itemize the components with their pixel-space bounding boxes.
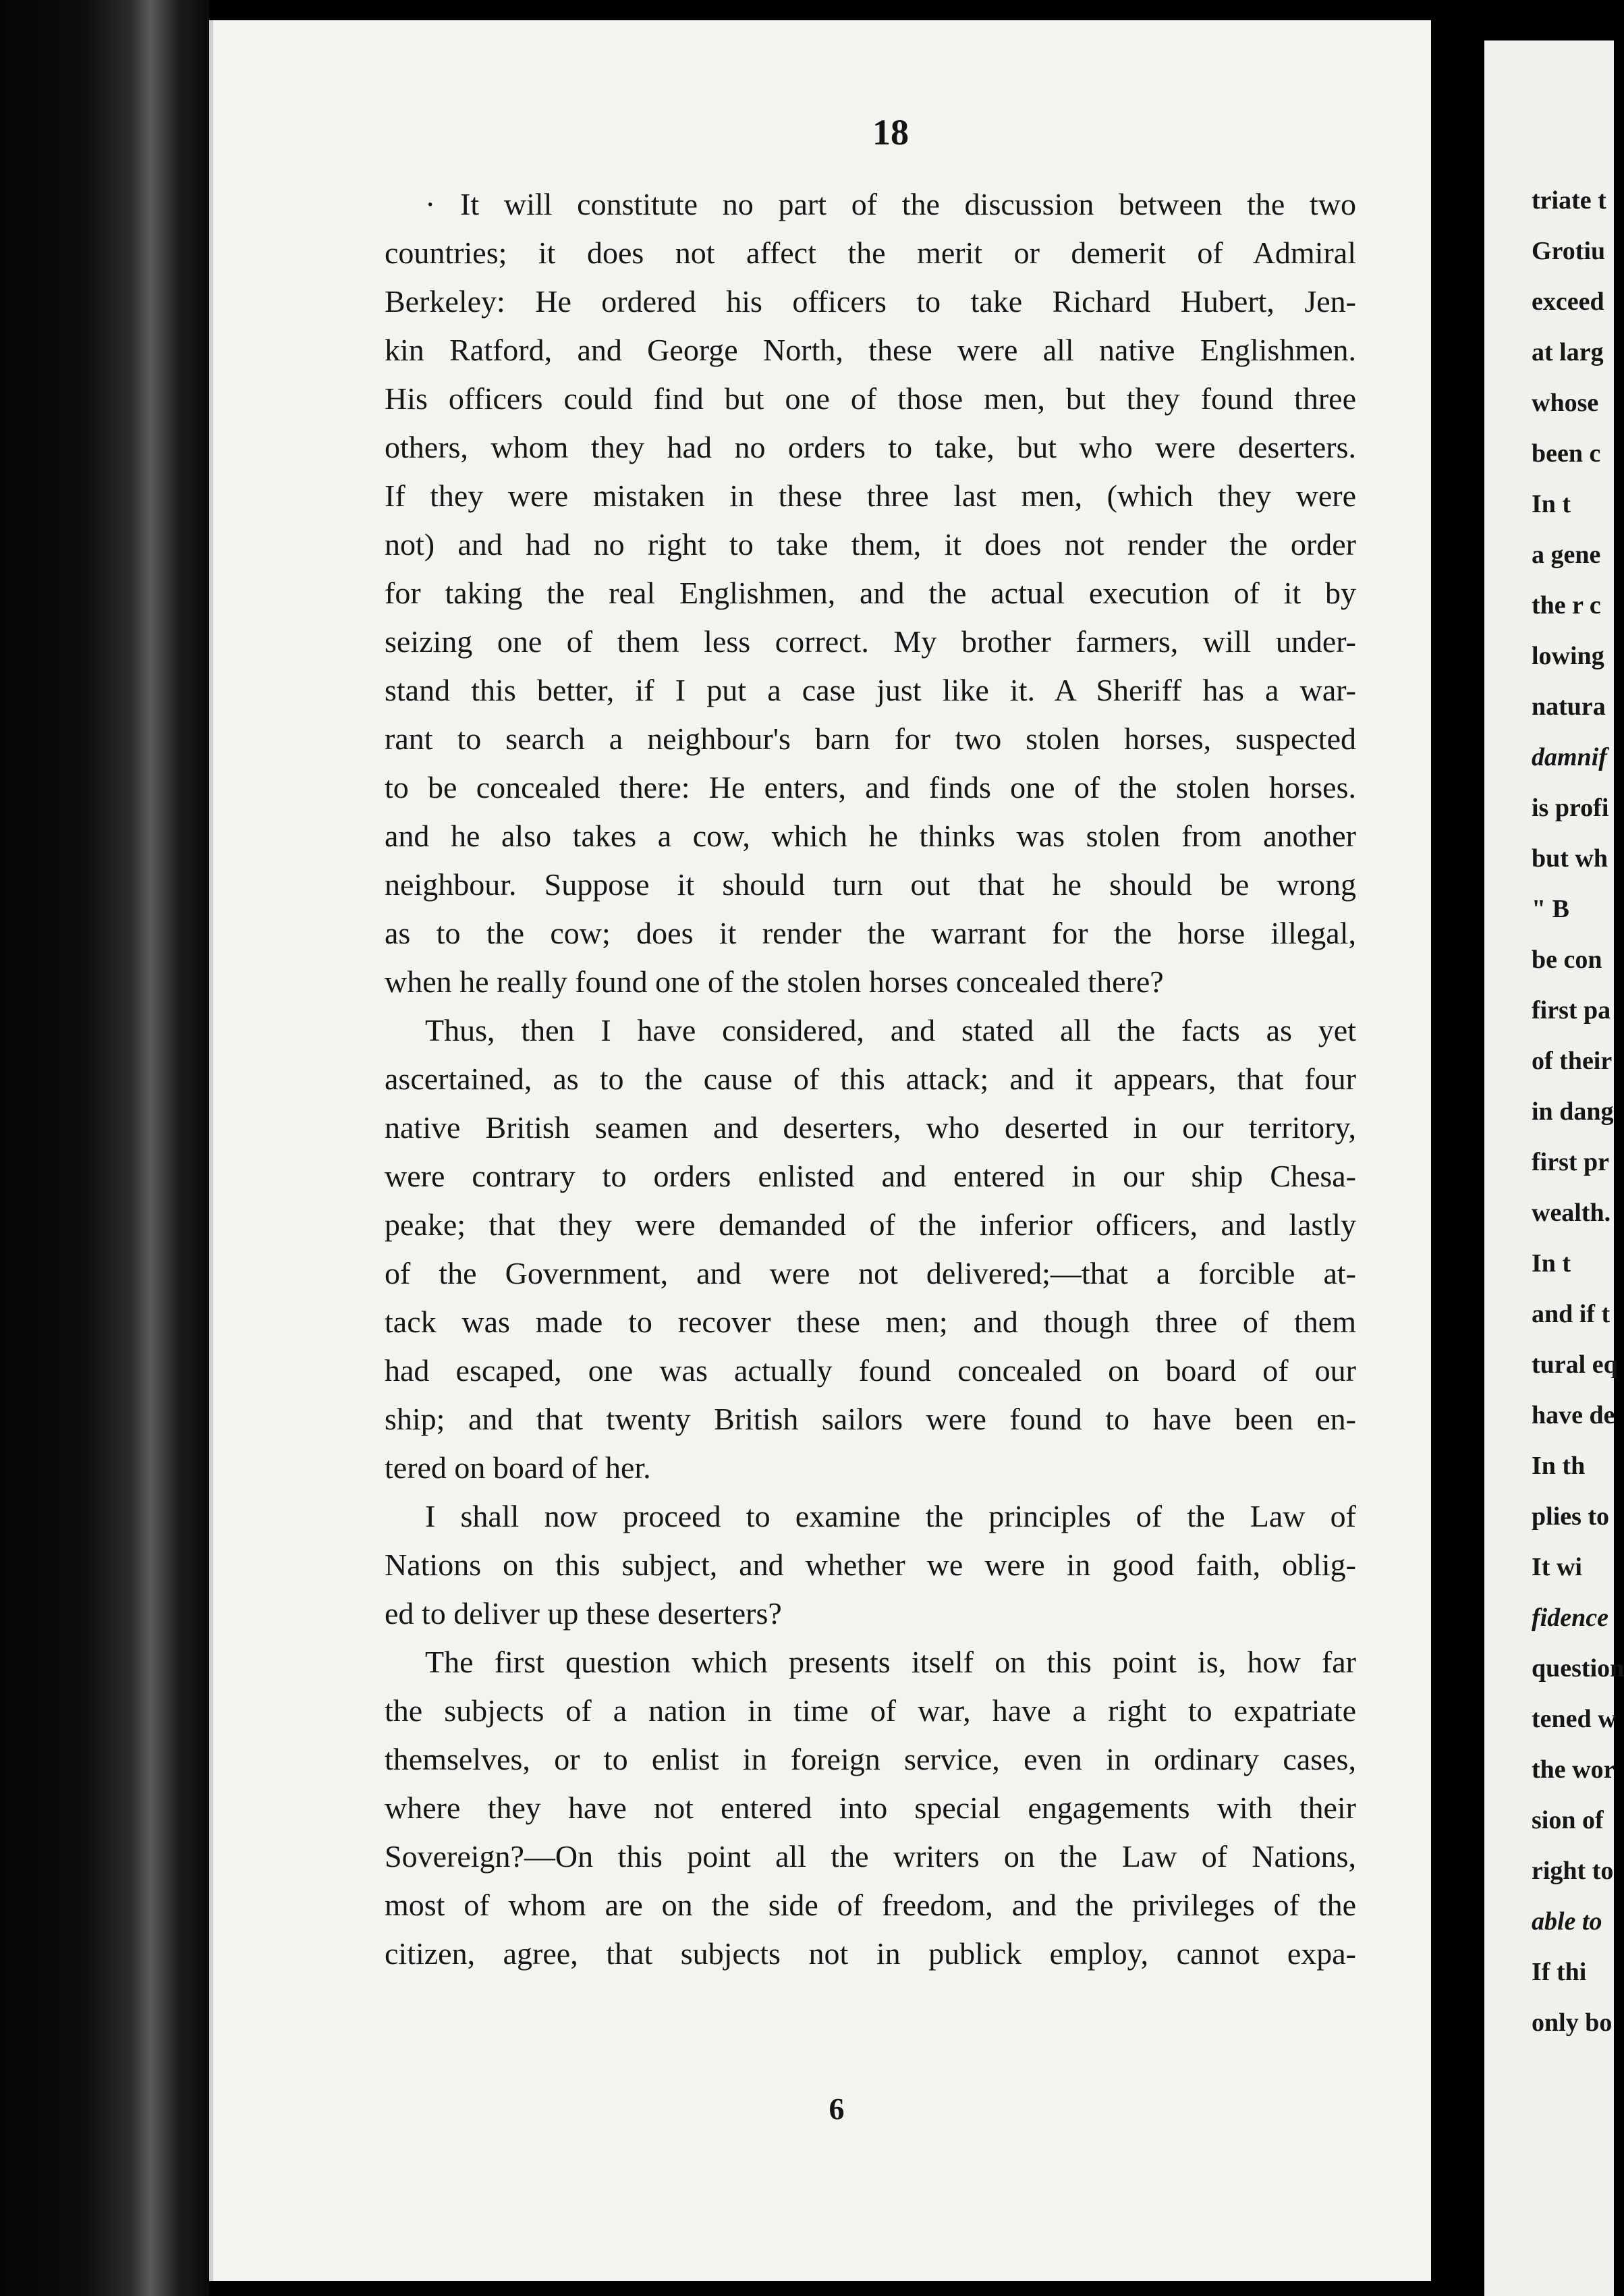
text-line: and he also takes a cow, which he thinks was stolen from another [385, 819, 1356, 853]
text-line: countries; it does not affect the merit or demerit of Admiral [385, 236, 1356, 270]
text-line: the subjects of a nation in time of war, have a right to expatriate [385, 1693, 1356, 1728]
facing-line: the wor [1532, 1755, 1615, 1784]
facing-line: exceed [1532, 288, 1604, 316]
facing-line: right to [1532, 1857, 1614, 1885]
text-line: If they were mistaken in these three last men, (which they were [385, 479, 1356, 513]
facing-line: able to [1532, 1907, 1602, 1936]
facing-line: at larg [1532, 338, 1604, 366]
facing-line: the r c [1532, 591, 1601, 620]
facing-line: but wh [1532, 844, 1608, 873]
text-line: not) and had no right to take them, it does not render the order [385, 527, 1356, 562]
facing-page-fragment [1484, 40, 1624, 2296]
facing-line: sion of [1532, 1806, 1604, 1834]
facing-line: of their [1532, 1047, 1613, 1075]
facing-line: If thi [1532, 1958, 1587, 1986]
text-line: Thus, then I have considered, and stated all the facts as yet [425, 1013, 1356, 1047]
text-line: had escaped, one was actually found concealed on board of our [385, 1353, 1356, 1388]
facing-line: wealth. [1532, 1199, 1611, 1227]
text-line: His officers could find but one of those men, but they found three [385, 381, 1356, 416]
facing-line: damnif [1532, 743, 1607, 771]
text-line: · It will constitute no part of the discussion between the two [425, 187, 1356, 221]
facing-line: In th [1532, 1452, 1586, 1480]
text-line: of the Government, and were not delivered;—that a forcible at- [385, 1256, 1356, 1290]
text-line: others, whom they had no orders to take, but who were deserters. [385, 430, 1356, 464]
facing-line: only bo [1532, 2008, 1613, 2037]
text-line: native British seamen and deserters, who deserted in our territory, [385, 1110, 1356, 1145]
text-line: ed to deliver up these deserters? [385, 1596, 782, 1631]
facing-line: fidence [1532, 1604, 1608, 1632]
text-line: to be concealed there: He enters, and finds one of the stolen horses. [385, 770, 1356, 804]
text-line: stand this better, if I put a case just like it. A Sheriff has a war- [385, 673, 1356, 707]
text-line: neighbour. Suppose it should turn out that he should be wrong [385, 867, 1356, 902]
text-line: kin Ratford, and George North, these were all native Englishmen. [385, 333, 1356, 367]
text-line: most of whom are on the side of freedom, and the privileges of the [385, 1888, 1356, 1922]
facing-line: Grotiu [1532, 237, 1606, 265]
signature-mark: 6 [829, 2092, 845, 2126]
facing-line: a gene [1532, 541, 1601, 569]
text-line: rant to search a neighbour's barn for two stolen horses, suspected [385, 721, 1356, 756]
text-line: The first question which presents itself on this point is, how far [425, 1645, 1356, 1679]
book-gutter [0, 0, 209, 2296]
text-line: I shall now proceed to examine the principles of the Law of [425, 1499, 1356, 1533]
facing-line: triate t [1532, 186, 1606, 215]
text-line: tack was made to recover these men; and though three of them [385, 1305, 1356, 1339]
text-line: peake; that they were demanded of the inferior officers, and lastly [385, 1207, 1356, 1242]
text-line: seizing one of them less correct. My brother farmers, will under- [385, 624, 1356, 659]
facing-line: been c [1532, 439, 1601, 468]
page-number: 18 [872, 112, 909, 153]
facing-line: In t [1532, 490, 1571, 518]
text-line: Sovereign?—On this point all the writers on the Law of Nations, [385, 1839, 1356, 1874]
text-line: themselves, or to enlist in foreign service, even in ordinary cases, [385, 1742, 1356, 1776]
text-line: Nations on this subject, and whether we were in good faith, oblig- [385, 1548, 1356, 1582]
facing-line: tural eq [1532, 1350, 1618, 1379]
text-line: where they have not entered into special engagements with their [385, 1791, 1356, 1825]
text-line: were contrary to orders enlisted and entered in our ship Chesa- [385, 1159, 1356, 1193]
facing-line: tened w [1532, 1705, 1617, 1733]
text-line: citizen, agree, that subjects not in publick employ, cannot expa- [385, 1936, 1356, 1971]
facing-line: " B [1532, 895, 1569, 923]
facing-line: In t [1532, 1249, 1571, 1278]
facing-line: question [1532, 1654, 1624, 1683]
facing-line: is profi [1532, 794, 1609, 822]
text-line: tered on board of her. [385, 1450, 651, 1485]
facing-line: lowing [1532, 642, 1604, 670]
facing-line: It wi [1532, 1553, 1582, 1581]
facing-line: first pa [1532, 996, 1611, 1024]
text-line: when he really found one of the stolen horses concealed there? [385, 964, 1164, 999]
text-line: as to the cow; does it render the warrant for the horse illegal, [385, 916, 1356, 950]
facing-line: have de [1532, 1401, 1615, 1429]
facing-line: in dang [1532, 1097, 1614, 1126]
text-line: for taking the real Englishmen, and the actual execution of it by [385, 576, 1356, 610]
text-line: ship; and that twenty British sailors were found to have been en- [385, 1402, 1356, 1436]
text-line: Berkeley: He ordered his officers to take Richard Hubert, Jen- [385, 284, 1356, 319]
facing-line: whose [1532, 389, 1599, 417]
facing-line: and if t [1532, 1300, 1611, 1328]
facing-line: plies to [1532, 1502, 1610, 1531]
facing-line: be con [1532, 946, 1602, 974]
text-line: ascertained, as to the cause of this attack; and it appears, that four [385, 1062, 1356, 1096]
facing-line: first pr [1532, 1148, 1610, 1176]
facing-line: natura [1532, 692, 1606, 721]
